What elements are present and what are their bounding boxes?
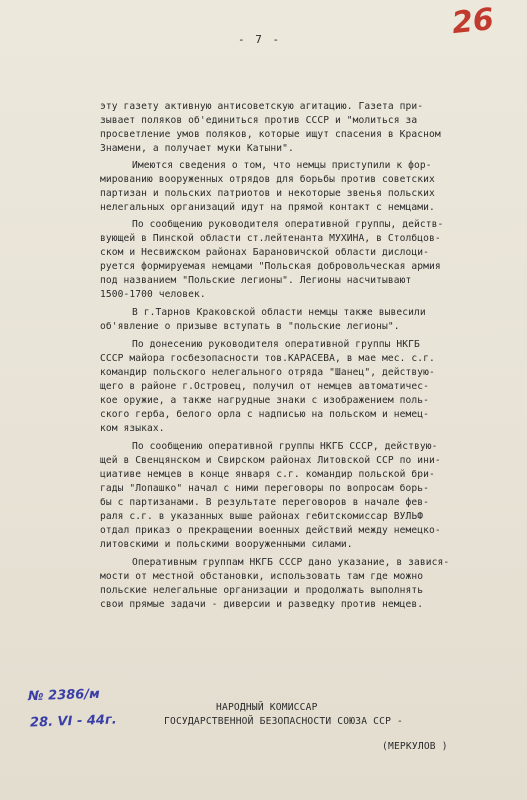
text-line: кое оружие, а также нагрудные знаки с изображением поль- xyxy=(100,395,430,406)
text-line: Имеются сведения о том, что немцы приступили к фор- xyxy=(132,160,432,171)
text-line: В г.Тарнов Краковской области немцы также вывесили xyxy=(132,307,426,318)
archive-page-number: 26 xyxy=(450,1,496,42)
text-line: партизан и польских патриотов и некоторые звенья польских xyxy=(100,188,435,199)
text-line: мости от местной обстановки, использовать там где можно xyxy=(100,571,424,582)
text-line: СССР майора госбезопасности тов.КАРАСЕВА, в мае мес. с.г. xyxy=(100,353,435,364)
text-line: об'явление о призыве вступать в "польские легионы". xyxy=(100,321,400,332)
signature-title-line2: ГОСУДАРСТВЕННОЙ БЕЗОПАСНОСТИ СОЮЗА ССР - xyxy=(164,716,404,727)
text-line: По донесению руководителя оперативной группы НКГБ xyxy=(132,339,420,350)
text-line: мированию вооруженных отрядов для борьбы против советских xyxy=(100,174,435,185)
text-line: щей в Свенцянском и Свирском районах Литовской ССР по ини- xyxy=(100,455,441,466)
text-line: По сообщению оперативной группы НКГБ СССР, действую- xyxy=(132,441,438,452)
text-line: отдал приказ о прекращении военных действий между немецко- xyxy=(100,525,441,536)
text-line: ском и Несвижском районах Барановичской области дислоци- xyxy=(100,247,430,258)
text-line: гады "Лопашко" начал с ними переговоры по вопросам борь- xyxy=(100,483,430,494)
text-line: бы с партизанами. В результате переговоров в начале фев- xyxy=(100,497,430,508)
signature-title-line1: НАРОДНЫЙ КОМИССАР xyxy=(216,702,318,713)
handwritten-date: 28. VI - 44г. xyxy=(29,712,117,731)
text-line: эту газету активную антисоветскую агитацию. Газета при- xyxy=(100,101,424,112)
text-line: ком языках. xyxy=(100,423,165,434)
text-line: Знамени, а получает муки Катыни". xyxy=(100,143,294,154)
text-line: зывает поляков об'единиться против СССР и "молиться за xyxy=(100,115,418,126)
text-line: руется формируемая немцами "Польская добровольческая армия xyxy=(100,261,441,272)
handwritten-document-number: № 2386/м xyxy=(27,686,100,705)
text-line: просветление умов поляков, которые ищут спасения в Красном xyxy=(100,129,441,140)
text-line: ского герба, белого орла с надписью на польском и немец- xyxy=(100,409,430,420)
signature-name: (МЕРКУЛОВ ) xyxy=(382,741,448,752)
text-line: польские нелегальные организации и продолжать выполнять xyxy=(100,585,424,596)
text-line: 1500-1700 человек. xyxy=(100,289,206,300)
text-line: По сообщению руководителя оперативной группы, действ- xyxy=(132,219,444,230)
text-line: вующей в Пинской области ст.лейтенанта МУХИНА, в Столбцов- xyxy=(100,233,441,244)
text-line: циативе немцев в конце января с.г. командир польской бри- xyxy=(100,469,435,480)
text-line: нелегальных организаций идут на прямой контакт с немцами. xyxy=(100,202,435,213)
text-line: свои прямые задачи - диверсии и разведку против немцев. xyxy=(100,599,424,610)
page-number: - 7 - xyxy=(238,33,282,46)
text-line: литовскими и польскими вооруженными силами. xyxy=(100,539,353,550)
text-line: командир польского нелегального отряда "Шанец", действую- xyxy=(100,367,435,378)
text-line: Оперативным группам НКГБ СССР дано указание, в завися- xyxy=(132,557,450,568)
text-line: раля с.г. в указанных выше районах гебитскомиссар ВУЛЬФ xyxy=(100,511,424,522)
text-line: под названием "Польские легионы". Легионы насчитывают xyxy=(100,275,412,286)
text-line: щего в районе г.Островец, получил от немцев автоматичес- xyxy=(100,381,430,392)
